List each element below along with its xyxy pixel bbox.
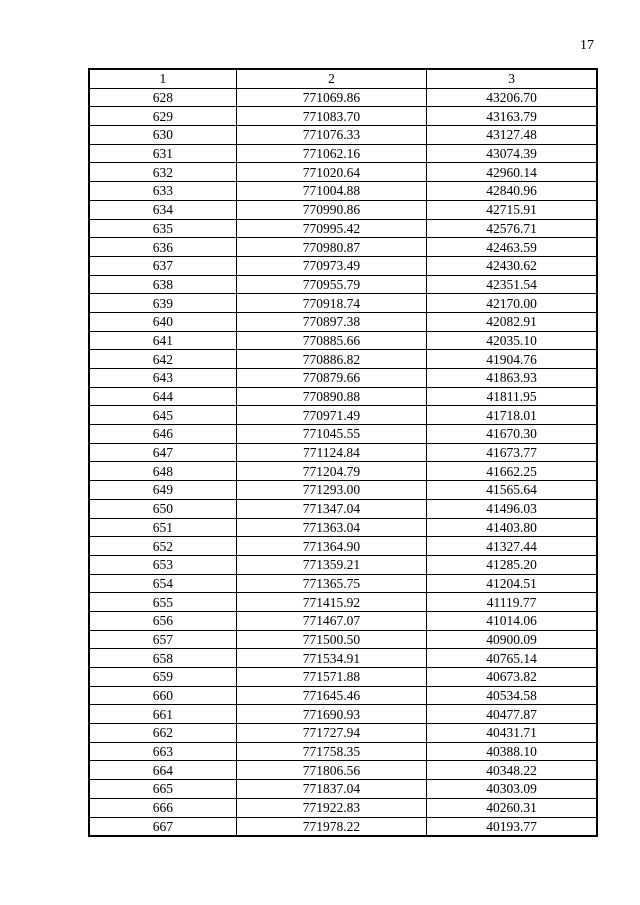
point-number-cell: 656 — [89, 611, 236, 630]
x-coordinate-cell: 771124.84 — [236, 443, 426, 462]
y-coordinate-cell: 42082.91 — [427, 312, 597, 331]
point-number-cell: 646 — [89, 425, 236, 444]
table-row — [89, 88, 597, 107]
x-coordinate-cell: 770995.42 — [236, 219, 426, 238]
point-number-cell: 647 — [89, 443, 236, 462]
y-coordinate-cell: 43206.70 — [427, 88, 597, 107]
point-number-cell: 644 — [89, 387, 236, 406]
x-coordinate-cell: 771363.04 — [236, 518, 426, 537]
point-number-cell: 658 — [89, 649, 236, 668]
table-row — [89, 593, 597, 612]
table-row — [89, 630, 597, 649]
x-coordinate-cell: 771004.88 — [236, 182, 426, 201]
table-row — [89, 144, 597, 163]
y-coordinate-cell: 41811.95 — [427, 387, 597, 406]
x-coordinate-cell: 771062.16 — [236, 144, 426, 163]
table-row — [89, 649, 597, 668]
x-coordinate-cell: 771365.75 — [236, 574, 426, 593]
table-row — [89, 518, 597, 537]
x-coordinate-cell: 770886.82 — [236, 350, 426, 369]
x-coordinate-cell: 771922.83 — [236, 798, 426, 817]
x-coordinate-cell: 771758.35 — [236, 742, 426, 761]
point-number-cell: 651 — [89, 518, 236, 537]
x-coordinate-cell: 771364.90 — [236, 537, 426, 556]
x-coordinate-cell: 771467.07 — [236, 611, 426, 630]
y-coordinate-cell: 41496.03 — [427, 499, 597, 518]
table-row — [89, 275, 597, 294]
point-number-cell: 667 — [89, 817, 236, 836]
point-number-cell: 632 — [89, 163, 236, 182]
x-coordinate-cell: 770973.49 — [236, 256, 426, 275]
point-number-cell: 638 — [89, 275, 236, 294]
x-coordinate-cell: 770885.66 — [236, 331, 426, 350]
x-coordinate-cell: 771415.92 — [236, 593, 426, 612]
table-header-row — [89, 69, 597, 88]
table-row — [89, 107, 597, 126]
point-number-cell: 634 — [89, 200, 236, 219]
y-coordinate-cell: 42430.62 — [427, 256, 597, 275]
y-coordinate-cell: 40477.87 — [427, 705, 597, 724]
y-coordinate-cell: 41670.30 — [427, 425, 597, 444]
y-coordinate-cell: 42351.54 — [427, 275, 597, 294]
point-number-cell: 628 — [89, 88, 236, 107]
y-coordinate-cell: 41662.25 — [427, 462, 597, 481]
table-row — [89, 462, 597, 481]
table-row — [89, 780, 597, 799]
y-coordinate-cell: 42035.10 — [427, 331, 597, 350]
table-row — [89, 499, 597, 518]
x-coordinate-cell: 771571.88 — [236, 668, 426, 687]
point-number-cell: 660 — [89, 686, 236, 705]
table-row — [89, 163, 597, 182]
y-coordinate-cell: 43074.39 — [427, 144, 597, 163]
x-coordinate-cell: 771645.46 — [236, 686, 426, 705]
point-number-cell: 652 — [89, 537, 236, 556]
page-number: 17 — [580, 38, 594, 53]
table-row — [89, 238, 597, 257]
y-coordinate-cell: 40348.22 — [427, 761, 597, 780]
point-number-cell: 630 — [89, 126, 236, 145]
x-coordinate-cell: 770897.38 — [236, 312, 426, 331]
point-number-cell: 661 — [89, 705, 236, 724]
y-coordinate-cell: 41403.80 — [427, 518, 597, 537]
y-coordinate-cell: 42840.96 — [427, 182, 597, 201]
point-number-cell: 664 — [89, 761, 236, 780]
x-coordinate-cell: 770918.74 — [236, 294, 426, 313]
table-row — [89, 724, 597, 743]
point-number-cell: 641 — [89, 331, 236, 350]
x-coordinate-cell: 771045.55 — [236, 425, 426, 444]
y-coordinate-cell: 41327.44 — [427, 537, 597, 556]
y-coordinate-cell: 42715.91 — [427, 200, 597, 219]
y-coordinate-cell: 40765.14 — [427, 649, 597, 668]
y-coordinate-cell: 40900.09 — [427, 630, 597, 649]
y-coordinate-cell: 40388.10 — [427, 742, 597, 761]
table-row — [89, 742, 597, 761]
y-coordinate-cell: 42576.71 — [427, 219, 597, 238]
point-number-cell: 639 — [89, 294, 236, 313]
x-coordinate-cell: 771347.04 — [236, 499, 426, 518]
table-row — [89, 443, 597, 462]
point-number-cell: 637 — [89, 256, 236, 275]
table-row — [89, 668, 597, 687]
y-coordinate-cell: 41204.51 — [427, 574, 597, 593]
column-header-3: 3 — [427, 69, 597, 88]
point-number-cell: 663 — [89, 742, 236, 761]
x-coordinate-cell: 770980.87 — [236, 238, 426, 257]
point-number-cell: 654 — [89, 574, 236, 593]
coordinates-table — [88, 68, 598, 837]
point-number-cell: 636 — [89, 238, 236, 257]
y-coordinate-cell: 40431.71 — [427, 724, 597, 743]
point-number-cell: 655 — [89, 593, 236, 612]
table-body — [89, 88, 597, 836]
point-number-cell: 666 — [89, 798, 236, 817]
point-number-cell: 649 — [89, 481, 236, 500]
point-number-cell: 653 — [89, 555, 236, 574]
y-coordinate-cell: 40260.31 — [427, 798, 597, 817]
table-row — [89, 294, 597, 313]
table-row — [89, 705, 597, 724]
y-coordinate-cell: 42960.14 — [427, 163, 597, 182]
point-number-cell: 631 — [89, 144, 236, 163]
table-row — [89, 611, 597, 630]
x-coordinate-cell: 770955.79 — [236, 275, 426, 294]
point-number-cell: 648 — [89, 462, 236, 481]
point-number-cell: 662 — [89, 724, 236, 743]
table-row — [89, 350, 597, 369]
y-coordinate-cell: 41014.06 — [427, 611, 597, 630]
y-coordinate-cell: 41718.01 — [427, 406, 597, 425]
y-coordinate-cell: 42463.59 — [427, 238, 597, 257]
table-row — [89, 369, 597, 388]
x-coordinate-cell: 771727.94 — [236, 724, 426, 743]
x-coordinate-cell: 771020.64 — [236, 163, 426, 182]
y-coordinate-cell: 41904.76 — [427, 350, 597, 369]
point-number-cell: 633 — [89, 182, 236, 201]
table-row — [89, 574, 597, 593]
table-row — [89, 387, 597, 406]
x-coordinate-cell: 770890.88 — [236, 387, 426, 406]
table-row — [89, 182, 597, 201]
x-coordinate-cell: 771690.93 — [236, 705, 426, 724]
x-coordinate-cell: 771500.50 — [236, 630, 426, 649]
table-row — [89, 200, 597, 219]
table-row — [89, 686, 597, 705]
point-number-cell: 645 — [89, 406, 236, 425]
point-number-cell: 643 — [89, 369, 236, 388]
x-coordinate-cell: 771293.00 — [236, 481, 426, 500]
x-coordinate-cell: 771978.22 — [236, 817, 426, 836]
y-coordinate-cell: 43127.48 — [427, 126, 597, 145]
y-coordinate-cell: 43163.79 — [427, 107, 597, 126]
x-coordinate-cell: 770990.86 — [236, 200, 426, 219]
point-number-cell: 659 — [89, 668, 236, 687]
point-number-cell: 642 — [89, 350, 236, 369]
table-row — [89, 256, 597, 275]
y-coordinate-cell: 41673.77 — [427, 443, 597, 462]
y-coordinate-cell: 41285.20 — [427, 555, 597, 574]
table-row — [89, 126, 597, 145]
table-row — [89, 219, 597, 238]
x-coordinate-cell: 771069.86 — [236, 88, 426, 107]
x-coordinate-cell: 770879.66 — [236, 369, 426, 388]
point-number-cell: 629 — [89, 107, 236, 126]
y-coordinate-cell: 41565.64 — [427, 481, 597, 500]
point-number-cell: 657 — [89, 630, 236, 649]
point-number-cell: 650 — [89, 499, 236, 518]
y-coordinate-cell: 41863.93 — [427, 369, 597, 388]
y-coordinate-cell: 41119.77 — [427, 593, 597, 612]
x-coordinate-cell: 770971.49 — [236, 406, 426, 425]
y-coordinate-cell: 40303.09 — [427, 780, 597, 799]
x-coordinate-cell: 771204.79 — [236, 462, 426, 481]
table-row — [89, 312, 597, 331]
table-row — [89, 798, 597, 817]
x-coordinate-cell: 771076.33 — [236, 126, 426, 145]
y-coordinate-cell: 42170.00 — [427, 294, 597, 313]
table-row — [89, 406, 597, 425]
x-coordinate-cell: 771837.04 — [236, 780, 426, 799]
y-coordinate-cell: 40193.77 — [427, 817, 597, 836]
x-coordinate-cell: 771083.70 — [236, 107, 426, 126]
y-coordinate-cell: 40534.58 — [427, 686, 597, 705]
point-number-cell: 665 — [89, 780, 236, 799]
table-row — [89, 537, 597, 556]
table-row — [89, 425, 597, 444]
table-row — [89, 331, 597, 350]
table-row — [89, 761, 597, 780]
y-coordinate-cell: 40673.82 — [427, 668, 597, 687]
x-coordinate-cell: 771534.91 — [236, 649, 426, 668]
column-header-1: 1 — [89, 69, 236, 88]
table-row — [89, 481, 597, 500]
point-number-cell: 640 — [89, 312, 236, 331]
point-number-cell: 635 — [89, 219, 236, 238]
column-header-2: 2 — [236, 69, 426, 88]
table-row — [89, 555, 597, 574]
x-coordinate-cell: 771806.56 — [236, 761, 426, 780]
x-coordinate-cell: 771359.21 — [236, 555, 426, 574]
table-row — [89, 817, 597, 836]
